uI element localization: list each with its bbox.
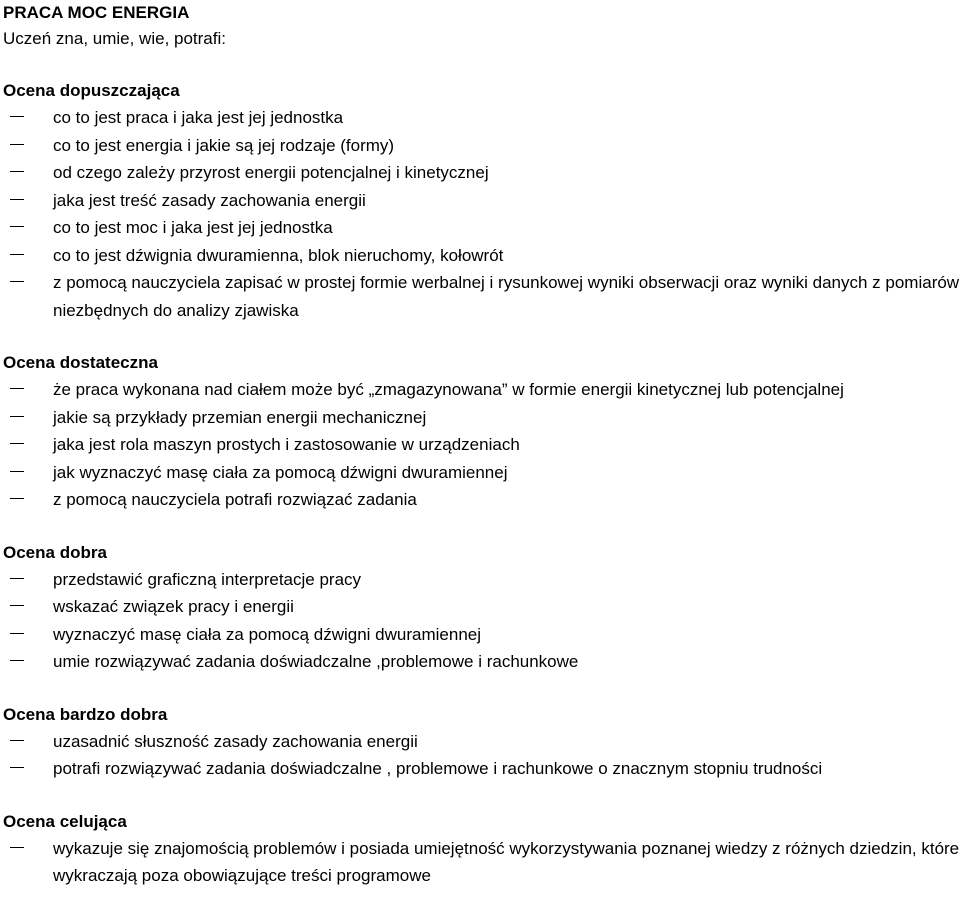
list-item-text: od czego zależy przyrost energii potencjalnej i kinetycznej (53, 163, 489, 182)
requirement-list (3, 728, 960, 783)
list-item-text: że praca wykonana nad ciałem może być „zmagazynowana” w formie energii kinetycznej lub potencjalnej (53, 380, 844, 399)
section-ocena-bardzo-dobra (3, 702, 960, 783)
list-item (3, 459, 960, 487)
list-item-text: umie rozwiązywać zadania doświadczalne ,problemowe i rachunkowe (53, 652, 579, 671)
dash-bullet-icon (10, 443, 24, 444)
dash-bullet-icon (10, 144, 24, 145)
list-item (3, 566, 960, 594)
list-item-text: z pomocą nauczyciela zapisać w prostej formie werbalnej i rysunkowej wyniki obserwacji oraz wyniki danych z pomiarów niezbędnych do analizy zjawiska (53, 273, 960, 320)
dash-bullet-icon (10, 605, 24, 606)
dash-bullet-icon (10, 171, 24, 172)
list-item (3, 214, 960, 242)
dash-bullet-icon (10, 416, 24, 417)
list-item-text: co to jest energia i jakie są jej rodzaje (formy) (53, 135, 395, 155)
list-item (3, 376, 960, 404)
list-item (3, 404, 960, 432)
section-ocena-dostateczna (3, 350, 960, 514)
dash-bullet-icon (10, 633, 24, 634)
list-item-text: przedstawić graficzną interpretacje pracy (53, 569, 362, 589)
dash-bullet-icon (10, 498, 24, 499)
list-item-text: co to jest dźwignia dwuramienna, blok nieruchomy, kołowrót (53, 245, 504, 265)
list-item (3, 486, 960, 514)
list-item-text: jaka jest treść zasady zachowania energii (53, 190, 366, 210)
section-heading: Ocena dostateczna (3, 353, 158, 372)
section-heading: Ocena celująca (3, 811, 127, 831)
dash-bullet-icon (10, 578, 24, 579)
list-item-text: jakie są przykłady przemian energii mechanicznej (53, 407, 427, 427)
list-item (3, 728, 960, 756)
list-item (3, 187, 960, 215)
list-item (3, 431, 960, 459)
list-item-text: wyznaczyć masę ciała za pomocą dźwigni dwuramiennej (53, 624, 482, 644)
list-item-text: uzasadnić słuszność zasady zachowania energii (53, 731, 418, 751)
document-title: PRACA MOC ENERGIA (3, 3, 190, 22)
list-item-text: jak wyznaczyć masę ciała za pomocą dźwigni dwuramiennej (53, 462, 508, 482)
list-item (3, 104, 960, 132)
dash-bullet-icon (10, 226, 24, 227)
list-item (3, 132, 960, 160)
section-heading: Ocena dobra (3, 542, 107, 562)
section-heading: Ocena dopuszczająca (3, 81, 180, 100)
dash-bullet-icon (10, 116, 24, 117)
dash-bullet-icon (10, 388, 24, 389)
requirement-list (3, 566, 960, 676)
dash-bullet-icon (10, 740, 24, 741)
list-item-text: co to jest moc i jaka jest jej jednostka (53, 218, 333, 237)
list-item (3, 648, 960, 676)
dash-bullet-icon (10, 471, 24, 472)
list-item (3, 835, 960, 890)
section-ocena-dopuszczajaca (3, 78, 960, 324)
list-item-text: potrafi rozwiązywać zadania doświadczalne , problemowe i rachunkowe o znacznym stopniu trudności (53, 759, 823, 778)
list-item-text: z pomocą nauczyciela potrafi rozwiązać zadania (53, 490, 417, 509)
dash-bullet-icon (10, 767, 24, 768)
document-subtitle: Uczeń zna, umie, wie, potrafi: (3, 29, 226, 48)
dash-bullet-icon (10, 847, 24, 848)
list-item (3, 593, 960, 621)
requirement-list (3, 104, 960, 324)
list-item (3, 242, 960, 270)
list-item (3, 621, 960, 649)
dash-bullet-icon (10, 199, 24, 200)
dash-bullet-icon (10, 660, 24, 661)
list-item-text: jaka jest rola maszyn prostych i zastosowanie w urządzeniach (53, 435, 520, 454)
list-item (3, 755, 960, 783)
list-item-text: co to jest praca i jaka jest jej jednostka (53, 108, 344, 127)
requirement-list (3, 376, 960, 514)
list-item-text: wskazać związek pracy i energii (53, 597, 294, 616)
section-heading: Ocena bardzo dobra (3, 704, 168, 724)
section-ocena-dobra (3, 540, 960, 676)
dash-bullet-icon (10, 254, 24, 255)
dash-bullet-icon (10, 281, 24, 282)
section-ocena-celujaca (3, 809, 960, 890)
list-item-text: wykazuje się znajomością problemów i posiada umiejętność wykorzystywania poznanej wiedzy z różnych dziedzin, które wykraczają poza obowiązujące treści programowe (53, 838, 960, 885)
list-item (3, 159, 960, 187)
requirement-list (3, 835, 960, 890)
list-item (3, 269, 960, 324)
